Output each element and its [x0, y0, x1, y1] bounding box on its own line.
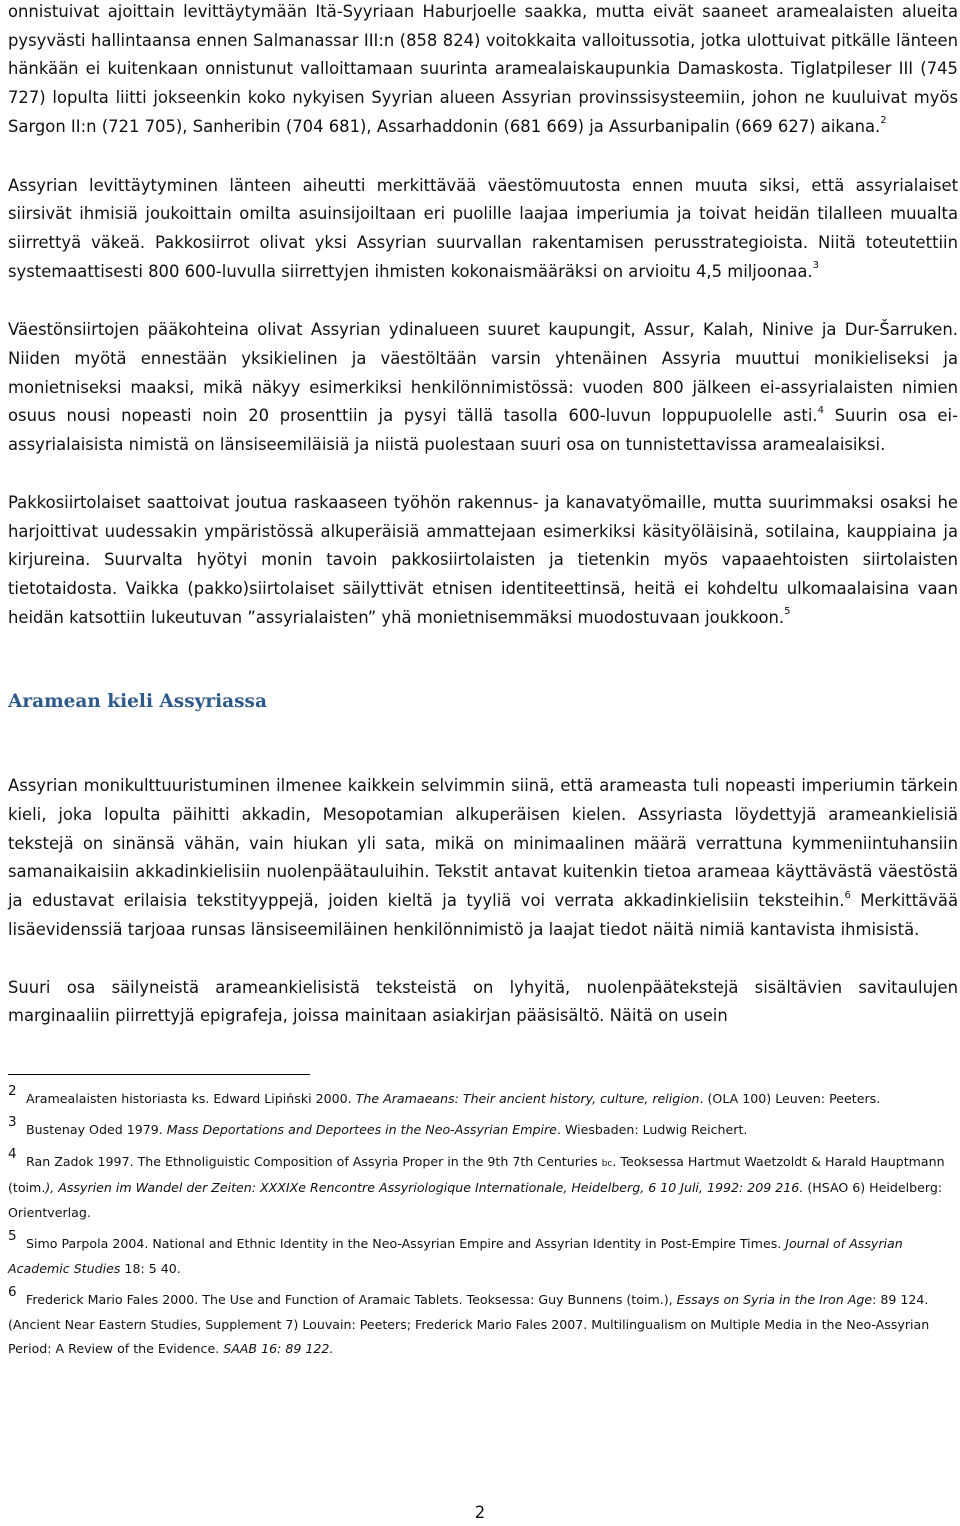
document-page [8, 0, 958, 1369]
footnote-ref[interactable]: 6 [844, 889, 851, 901]
footnote-3: 3 Bustenay Oded 1979. Mass Deportations and Deportees in the Neo-Assyrian Empire. Wiesbaden: Ludwig Reichert. [8, 1118, 958, 1143]
paragraph-text: onnistuivat ajoittain levittäytymään Itä-Syyriaan Haburjoelle saakka, mutta eivät saaneet aramealaisten alueita pysyvästi hallintaansa ennen Salmanassar III:n (858 824) voitokkaita valloitussotia, jotka ulottuivat pitkälle länteen hänkään ei kuitenkaan onnistunut valloittamaan suurinta aramealaiskaupunkia Damaskosta. Tiglatpileser III (745 727) lopulta liitti jokseenkin koko nykyisen Syyrian alueen Assyrian provinssisysteemiin, johon ne kuuluivat myös Sargon II:n (721 705), Sanheribin (704 681), Assarhaddonin (681 669) ja Assurbanipalin (669 627) aikana. [8, 2, 958, 136]
page-number: 2 [474, 1503, 486, 1522]
paragraph-text: Pakkosiirtolaiset saattoivat joutua raskaaseen työhön rakennus- ja kanavatyömaille, mutta suurimmaksi osaksi he harjoittivat uudessakin ympäristössä alkuperäisiä ammattejaan esimerkiksi käsityöläisinä, sotilaina, kauppiaina ja kirjureina. Suurvalta hyötyi monin tavoin pakkosiirtolaisten ja tietenkin myös vapaaehtoisten siirtolaisten tietotaidosta. Vaikka (pakko)siirtolaiset säilyttivät etnisen identiteettinsä, heitä ei kohdeltu ulkomaalaisina vaan heidän katsottiin lukeutuvan ”assyrialaisten” yhä monietnisemmäksi muodostuvaan joukkoon. [8, 492, 958, 627]
paragraph-text-tail: Merkittävää lisäevidenssiä tarjoaa runsas länsiseemiläinen henkilönnimistö ja laajat tiedot näitä nimiä kantavista ihmisistä. [8, 891, 958, 939]
paragraph-text: Suuri osa säilyneistä arameankielisistä teksteistä on lyhyitä, nuolenpäätekstejä sisältävien savitaulujen marginaaliin piirrettyjä epigrafeja, joissa mainitaan asiakirjan pääsisältö. Näitä on usein [8, 977, 958, 1026]
footnote-ref[interactable]: 5 [784, 606, 791, 618]
paragraph-text-tail: Suurin osa ei-assyrialaisista nimistä on länsiseemiläisiä ja niistä puolestaan suuri osa on tunnistettavissa aramealaisiksi. [8, 406, 958, 455]
paragraph-5 [8, 772, 958, 944]
paragraph-1 [8, 0, 958, 142]
paragraph-2 [8, 172, 958, 287]
footnote-2: 2 Aramealaisten historiasta ks. Edward Lipiński 2000. The Aramaeans: Their ancient history, culture, religion. (OLA 100) Leuven: Peeters. [8, 1087, 958, 1112]
footnote-6: 6 Frederick Mario Fales 2000. The Use and Function of Aramaic Tablets. Teoksessa: Guy Bunnens (toim.), Essays on Syria in the Iron Age: 89 124. (Ancient Near Eastern Studies, Supplement 7) Louvain: Peeters; Frederick Mario Fales 2007. Multilingualism on Multiple Media in the Neo-Assyrian Period: A Review of the Evidence. SAAB 16: 89 122. [8, 1288, 958, 1362]
footnote-ref[interactable]: 4 [817, 404, 824, 416]
footnote-ref[interactable]: 3 [812, 260, 819, 272]
paragraph-text: Väestönsiirtojen pääkohteina olivat Assyrian ydinalueen suuret kaupungit, Assur, Kalah, Ninive ja Dur-Šarruken. Niiden myötä ennestään yksikielinen ja väestöltään varsin yhtenäinen Assyria muuttui monikieliseksi ja monietniseksi maaksi, mikä näkyy esimerkiksi henkilönnimistössä: vuoden 800 jälkeen ei-assyrialaisten nimien osuus nousi nopeasti noin 20 prosenttiin ja pysyi tällä tasolla 600-luvun loppupuolelle asti. [8, 320, 958, 426]
footnote-number: 5 [8, 1228, 17, 1245]
section-heading: Aramean kieli Assyriassa [8, 691, 267, 713]
paragraph-4 [8, 489, 958, 633]
paragraph-text: Assyrian levittäytyminen länteen aiheutti merkittävää väestömuutosta ennen muuta siksi, että assyrialaiset siirsivät ihmisiä joukoittain omilta asuinsijoiltaan eri puolille laajaa imperiumia ja toivat heidän tilalleen muualta siirrettyä väkeä. Pakkosiirrot olivat yksi Assyrian suurvallan rakentamisen perusstrategioista. Niitä toteutettiin systemaattisesti 800 600-luvulla siirrettyjen ihmisten kokonaismääräksi on arvioitu 4,5 miljoonaa. [8, 175, 958, 281]
footnote-ref[interactable]: 2 [880, 115, 887, 127]
footnote-number: 4 [8, 1145, 17, 1162]
footnote-number: 6 [8, 1284, 17, 1301]
footnote-4: 4 Ran Zadok 1997. The Ethnoliguistic Composition of Assyria Proper in the 9th 7th Centuries bc. Teoksessa Hartmut Waetzoldt & Harald Hauptmann (toim.), Assyrien im Wandel der Zeiten: XXXIXe Rencontre Assyriologique Internationale, Heidelberg, 6 10 Juli, 1992: 209 216. (HSAO 6) Heidelberg: Orientverlag. [8, 1150, 958, 1226]
paragraph-3 [8, 316, 958, 460]
footnote-number: 3 [8, 1114, 17, 1131]
footnote-divider [8, 1074, 310, 1075]
footnotes [8, 1082, 958, 1362]
paragraph-6 [8, 974, 958, 1031]
paragraph-text: Assyrian monikulttuuristuminen ilmenee kaikkein selvimmin siinä, että arameasta tuli nopeasti imperiumin tärkein kieli, joka lopulta päihitti akkadin, Mesopotamian alkuperäisen kielen. Assyriasta löydettyjä arameankielisiä tekstejä on sinänsä vähän, vain hiukan yli sata, mikä on minimaalinen määrä verrattuna kymmeniintuhansiin samanaikaisiin akkadinkielisiin nuolenpäätauluihin. Tekstit antavat kuitenkin tietoa arameaa käyttävästä väestöstä ja edustavat erilaisia tekstityyppejä, joiden kieltä ja tyyliä voi verrata akkadinkielisiin teksteihin. [8, 776, 958, 911]
footnote-number: 2 [8, 1082, 17, 1099]
footnote-5: 5 Simo Parpola 2004. National and Ethnic Identity in the Neo-Assyrian Empire and Assyrian Identity in Post-Empire Times. Journal of Assyrian Academic Studies 18: 5 40. [8, 1232, 958, 1281]
